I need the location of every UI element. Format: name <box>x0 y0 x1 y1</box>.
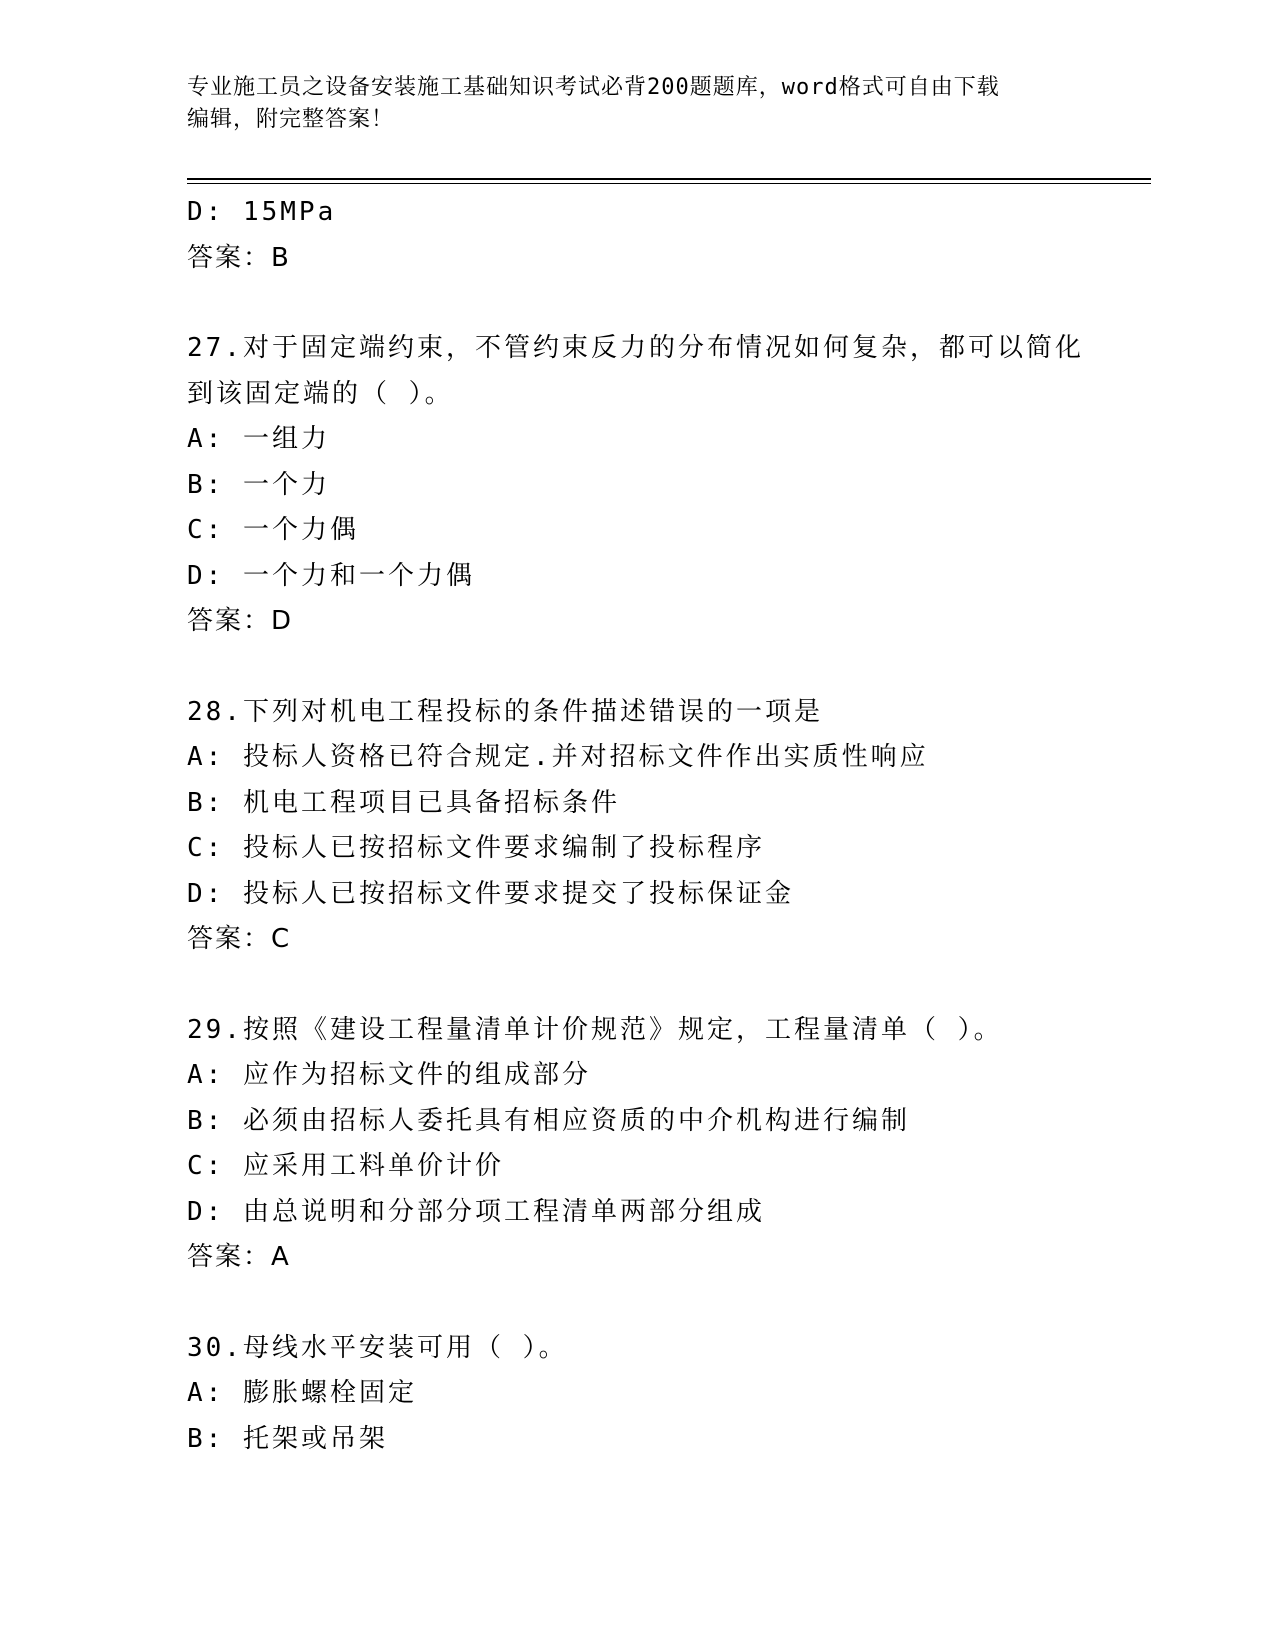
option-b: B: 必须由招标人委托具有相应资质的中介机构进行编制 <box>187 1105 910 1136</box>
question-text-continued: 到该固定端的（ ）。 <box>187 378 454 409</box>
question-list <box>187 190 1087 1462</box>
option-b: B: 托架或吊架 <box>187 1423 388 1454</box>
question-text: 30.母线水平安装可用（ ）。 <box>187 1332 568 1363</box>
option-c: C: 投标人已按招标文件要求编制了投标程序 <box>187 833 765 863</box>
option-a: A: 投标人资格已符合规定.并对招标文件作出实质性响应 <box>187 742 929 772</box>
option-d: D: 由总说明和分部分项工程清单两部分组成 <box>187 1196 765 1227</box>
option-a: A: 一组力 <box>187 424 330 454</box>
answer-line: 答案：B <box>187 242 291 273</box>
answer-line: 答案：C <box>187 924 292 954</box>
header-line-2: 编辑，附完整答案！ <box>187 107 395 132</box>
header-divider-thick <box>187 178 1151 180</box>
answer-line: 答案：A <box>187 1242 291 1272</box>
question-item <box>187 326 1087 645</box>
question-item <box>187 690 1087 963</box>
option-d: D: 一个力和一个力偶 <box>187 560 475 591</box>
question-text: 29.按照《建设工程量清单计价规范》规定，工程量清单（ ）。 <box>187 1014 1003 1045</box>
option-c: C: 应采用工料单价计价 <box>187 1151 504 1181</box>
answer-line: 答案：D <box>187 606 294 636</box>
header-line-1: 专业施工员之设备安装施工基础知识考试必背200题题库，word格式可自由下载 <box>187 75 1000 100</box>
option-b: B: 一个力 <box>187 469 330 500</box>
question-text: 28.下列对机电工程投标的条件描述错误的一项是 <box>187 696 823 727</box>
option-b: B: 机电工程项目已具备招标条件 <box>187 787 620 818</box>
question-item <box>187 190 1087 281</box>
question-item <box>187 1326 1087 1463</box>
option-d: D: 投标人已按招标文件要求提交了投标保证金 <box>187 878 794 909</box>
header-divider-thin <box>187 183 1151 184</box>
question-item <box>187 1008 1087 1281</box>
document-header <box>187 72 1087 136</box>
option-c: C: 一个力偶 <box>187 515 359 545</box>
question-text: 27.对于固定端约束，不管约束反力的分布情况如何复杂，都可以简化 <box>187 333 1084 363</box>
option-d: D: 15MPa <box>187 197 337 227</box>
option-a: A: 膨胀螺栓固定 <box>187 1378 417 1408</box>
option-a: A: 应作为招标文件的组成部分 <box>187 1060 591 1090</box>
